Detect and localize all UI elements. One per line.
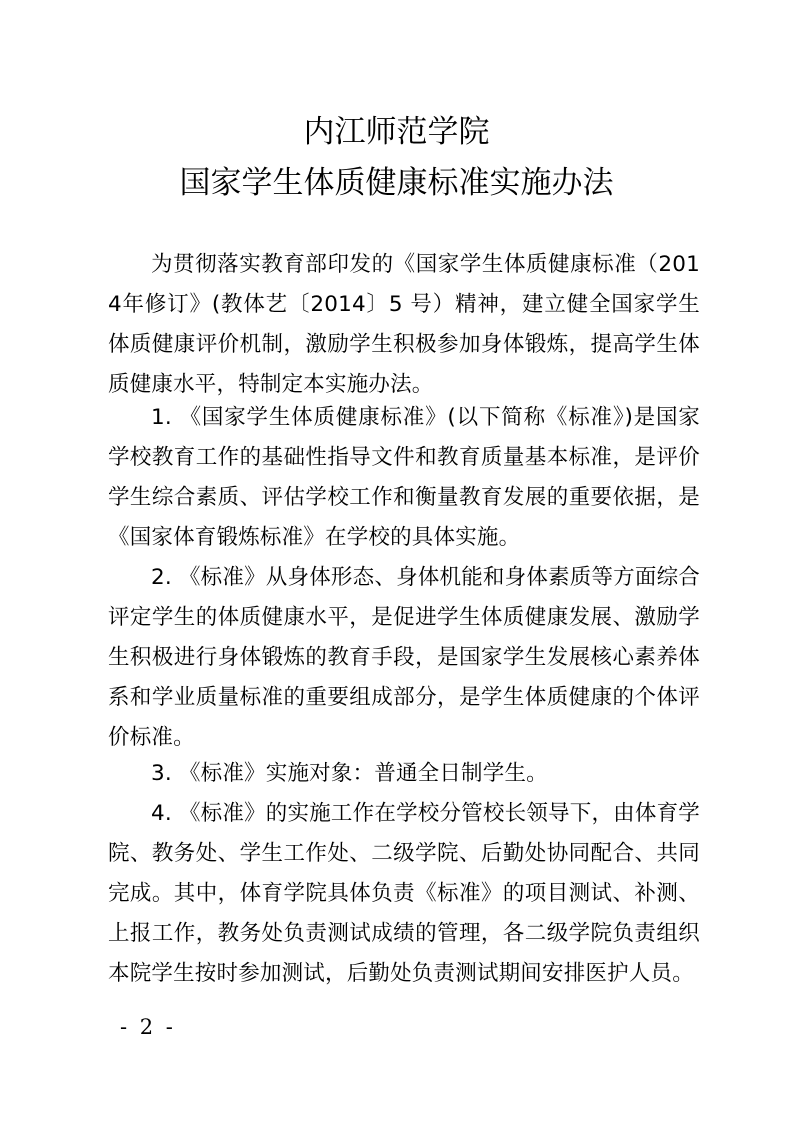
clause-4-paragraph: 4. 《标准》的实施工作在学校分管校长领导下，由体育学院、教务处、学生工作处、二级学院、后勤处协同配合、共同完成。其中，体育学院具体负责《标准》的项目测试、补测、上报工作，教务处负责测试成绩的管理，各二级学院负责组织本院学生按时参加测试，后勤处负责测试期间安排医护人员。: [108, 801, 700, 986]
document-title-main: 国家学生体质健康标准实施办法: [179, 165, 614, 201]
document-title-institution: 内江师范学院: [303, 114, 490, 150]
clause-2-paragraph: 2. 《标准》从身体形态、身体机能和身体素质等方面综合评定学生的体质健康水平，是促进学生体质健康发展、激励学生积极进行身体锻炼的教育手段，是国家学生发展核心素养体系和学业质量标准的重要组成部分，是学生体质健康的个体评价标准。: [108, 565, 700, 750]
clause-3-paragraph: 3. 《标准》实施对象：普通全日制学生。: [151, 761, 548, 786]
clause-1-paragraph: 1. 《国家学生体质健康标准》(以下简称《标准》)是国家学校教育工作的基础性指导文件和教育质量基本标准，是评价学生综合素质、评估学校工作和衡量教育发展的重要依据，是《国家体育锻炼标准》在学校的具体实施。: [108, 405, 700, 550]
page-number: - 2 -: [120, 1015, 176, 1039]
intro-paragraph: 为贯彻落实教育部印发的《国家学生体质健康标准（2014年修订》(教体艺〔2014〕5 号）精神，建立健全国家学生体质健康评价机制，激励学生积极参加身体锻炼，提高学生体质健康水平，特制定本实施办法。: [108, 252, 700, 397]
